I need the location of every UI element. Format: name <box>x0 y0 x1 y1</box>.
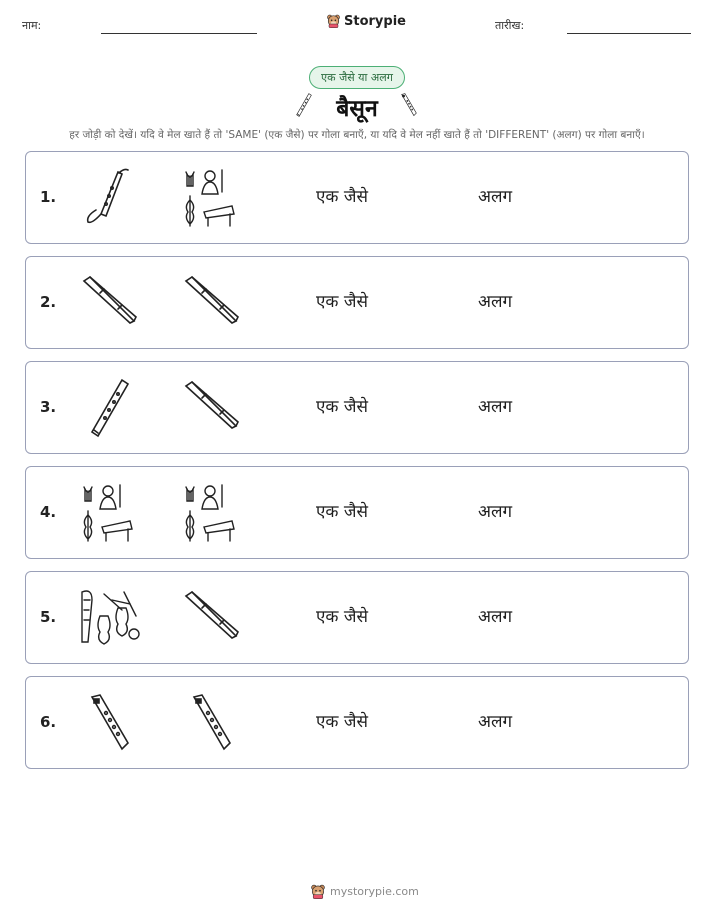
same-option[interactable]: एक जैसे <box>316 607 368 627</box>
same-option[interactable]: एक जैसे <box>316 292 368 312</box>
question-row-5 <box>25 571 689 664</box>
question-number: 6. <box>40 713 57 731</box>
recorder-decoration-icon <box>396 90 422 120</box>
drumsticks-icon <box>78 271 142 335</box>
name-label: नाम: <box>22 19 42 32</box>
question-row-1 <box>25 151 689 244</box>
question-row-6 <box>25 676 689 769</box>
date-label: तारीख: <box>495 19 525 32</box>
bear-mascot-icon <box>326 13 341 29</box>
instructions: हर जोड़ी को देखें। यदि वे मेल खाते हैं तो 'SAME' (एक जैसे) पर गोला बनाएँ, या यदि वे मेल नहीं खाते हैं तो 'DIFFERENT' (अलग) पर गोला बनाएँ। <box>69 129 645 141</box>
name-line[interactable] <box>101 33 257 34</box>
different-option[interactable]: अलग <box>478 292 513 312</box>
question-row-3 <box>25 361 689 454</box>
question-number: 5. <box>40 608 57 626</box>
drumsticks-icon <box>180 586 244 650</box>
recorder-icon <box>180 691 244 755</box>
bear-mascot-icon <box>310 883 326 900</box>
worksheet-title: बैसून <box>336 96 378 122</box>
date-line[interactable] <box>567 33 691 34</box>
question-number: 4. <box>40 503 57 521</box>
question-row-2 <box>25 256 689 349</box>
question-row-4 <box>25 466 689 559</box>
drumsticks-icon <box>180 376 244 440</box>
footer-url[interactable]: mystorypie.com <box>330 885 419 898</box>
instrument-collage-icon <box>78 586 142 650</box>
different-option[interactable]: अलग <box>478 502 513 522</box>
recorder-icon <box>78 691 142 755</box>
orchestra-icon <box>180 166 244 230</box>
question-number: 2. <box>40 293 57 311</box>
question-number: 3. <box>40 398 57 416</box>
question-number: 1. <box>40 188 57 206</box>
bassoon-icon <box>78 166 142 230</box>
brand-name: Storypie <box>344 13 406 29</box>
storypie-logo <box>326 13 406 29</box>
worksheet-type-badge: एक जैसे या अलग <box>309 66 405 89</box>
different-option[interactable]: अलग <box>478 397 513 417</box>
same-option[interactable]: एक जैसे <box>316 187 368 207</box>
same-option[interactable]: एक जैसे <box>316 397 368 417</box>
orchestra-icon <box>180 481 244 545</box>
same-option[interactable]: एक जैसे <box>316 502 368 522</box>
orchestra-icon <box>78 481 142 545</box>
flute-icon <box>78 376 142 440</box>
different-option[interactable]: अलग <box>478 187 513 207</box>
different-option[interactable]: अलग <box>478 607 513 627</box>
different-option[interactable]: अलग <box>478 712 513 732</box>
same-option[interactable]: एक जैसे <box>316 712 368 732</box>
drumsticks-icon <box>180 271 244 335</box>
footer <box>310 883 419 900</box>
